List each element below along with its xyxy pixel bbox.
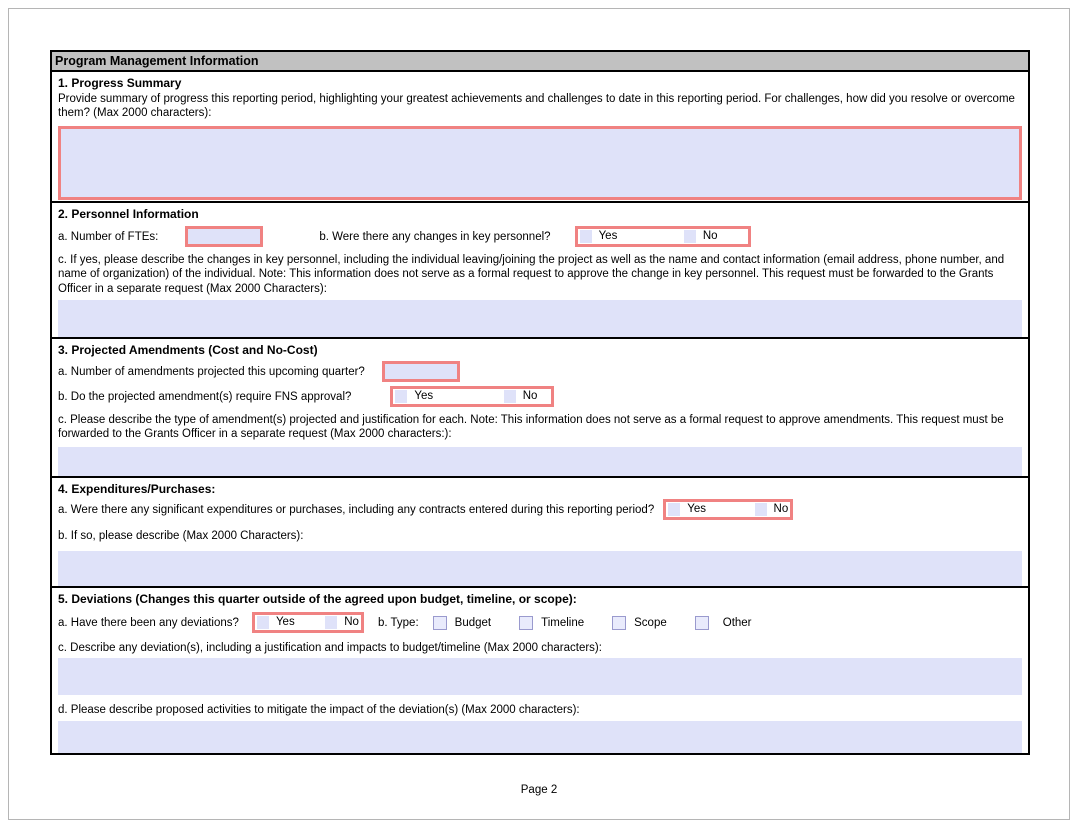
section-projected-amendments (52, 337, 1028, 476)
program-management-form (50, 50, 1030, 755)
no-checkbox[interactable] (504, 390, 516, 403)
no-label: No (344, 615, 359, 628)
yes-checkbox[interactable] (395, 390, 407, 403)
expenditures-describe-textarea[interactable] (58, 551, 1022, 586)
section-title: 5. Deviations (Changes this quarter outside of the agreed upon budget, timeline, or scope): (58, 592, 577, 606)
mitigation-describe-label: d. Please describe proposed activities to mitigate the impact of the deviation(s) (Max 2000 characters): (58, 704, 580, 717)
amendments-count-input[interactable] (382, 361, 460, 382)
deviation-describe-label: c. Describe any deviation(s), including a justification and impacts to budget/timeline (Max 2000 characters): (58, 642, 602, 654)
section-title: 4. Expenditures/Purchases: (58, 482, 216, 496)
expenditures-question-label: a. Were there any significant expenditures or purchases, including any contracts entered during this reporting period? (58, 503, 655, 516)
no-checkbox[interactable] (755, 503, 767, 516)
progress-summary-prompt: Provide summary of progress this reporting period, highlighting your greatest achievements and challenges to date in this reporting period. For challenges, how did you resolve or overcome them? (Max 2000 characters): (58, 93, 1015, 120)
yes-label: Yes (598, 229, 618, 242)
expenditures-describe-label: b. If so, please describe (Max 2000 Characters): (58, 530, 304, 542)
timeline-label: Timeline (541, 616, 585, 629)
timeline-checkbox[interactable] (519, 616, 533, 630)
deviation-describe-textarea[interactable] (58, 658, 1022, 695)
yes-label: Yes (275, 615, 295, 628)
section-title: 1. Progress Summary (58, 76, 182, 90)
no-label: No (702, 229, 718, 242)
deviations-yesno-group (252, 612, 364, 633)
section-title: 2. Personnel Information (58, 207, 199, 221)
no-label: No (773, 502, 789, 515)
budget-checkbox[interactable] (433, 616, 447, 630)
other-label: Other (722, 616, 752, 629)
yes-checkbox[interactable] (257, 616, 269, 629)
no-checkbox[interactable] (684, 230, 696, 243)
yes-label: Yes (414, 389, 434, 402)
scope-label: Scope (634, 616, 667, 629)
yes-checkbox[interactable] (580, 230, 592, 243)
section-title: 3. Projected Amendments (Cost and No-Cost) (58, 343, 318, 357)
amendments-count-label: a. Number of amendments projected this upcoming quarter? (58, 365, 365, 378)
expenditures-yesno-group (663, 499, 793, 520)
scope-checkbox[interactable] (612, 616, 626, 630)
yes-checkbox[interactable] (668, 503, 680, 516)
key-personnel-question-label: b. Were there any changes in key personnel? (319, 230, 551, 243)
amendments-description-prompt: c. Please describe the type of amendment(s) projected and justification for each. Note: This information does not serve as a formal request to approve amendments. This request must be forwarded to the Grants Officer in a separate request (Max 2000 characters:): (58, 414, 1004, 441)
type-option-other (695, 616, 752, 630)
key-personnel-change-textarea[interactable] (58, 300, 1022, 337)
no-checkbox[interactable] (325, 616, 337, 629)
ftes-label: a. Number of FTEs: (58, 230, 159, 243)
form-section-header: Program Management Information (50, 50, 1030, 72)
other-checkbox[interactable] (695, 616, 709, 630)
type-option-budget (433, 616, 491, 630)
mitigation-describe-textarea[interactable] (58, 721, 1022, 753)
progress-summary-textarea[interactable] (58, 126, 1022, 200)
ftes-input[interactable] (185, 226, 263, 247)
fns-approval-question-label: b. Do the projected amendment(s) require FNS approval? (58, 390, 352, 403)
section-progress-summary (52, 72, 1028, 201)
section-expenditures-purchases (52, 476, 1028, 586)
yes-label: Yes (687, 502, 706, 515)
amendments-description-textarea[interactable] (58, 447, 1022, 476)
deviation-type-label: b. Type: (377, 616, 419, 629)
no-label: No (522, 389, 538, 402)
form-body (50, 72, 1030, 755)
section-deviations (52, 586, 1028, 753)
fns-approval-yesno-group (390, 386, 554, 407)
type-option-timeline (519, 616, 584, 630)
key-personnel-change-prompt: c. If yes, please describe the changes in key personnel, including the individual leaving/joining the project as well as the name and contact information (email address, phone number, and name of organization) of the individual. Note: This information does not serve as a formal request to approve the change in key personnel. This request must be forwarded to the Grants Officer in a separate request (Max 2000 Characters): (58, 254, 1005, 295)
budget-label: Budget (454, 616, 492, 629)
deviations-question-label: a. Have there been any deviations? (58, 616, 239, 629)
section-personnel-information (52, 201, 1028, 337)
page-number: Page 2 (520, 784, 558, 796)
type-option-scope (612, 616, 667, 630)
key-personnel-yesno-group (575, 226, 751, 247)
